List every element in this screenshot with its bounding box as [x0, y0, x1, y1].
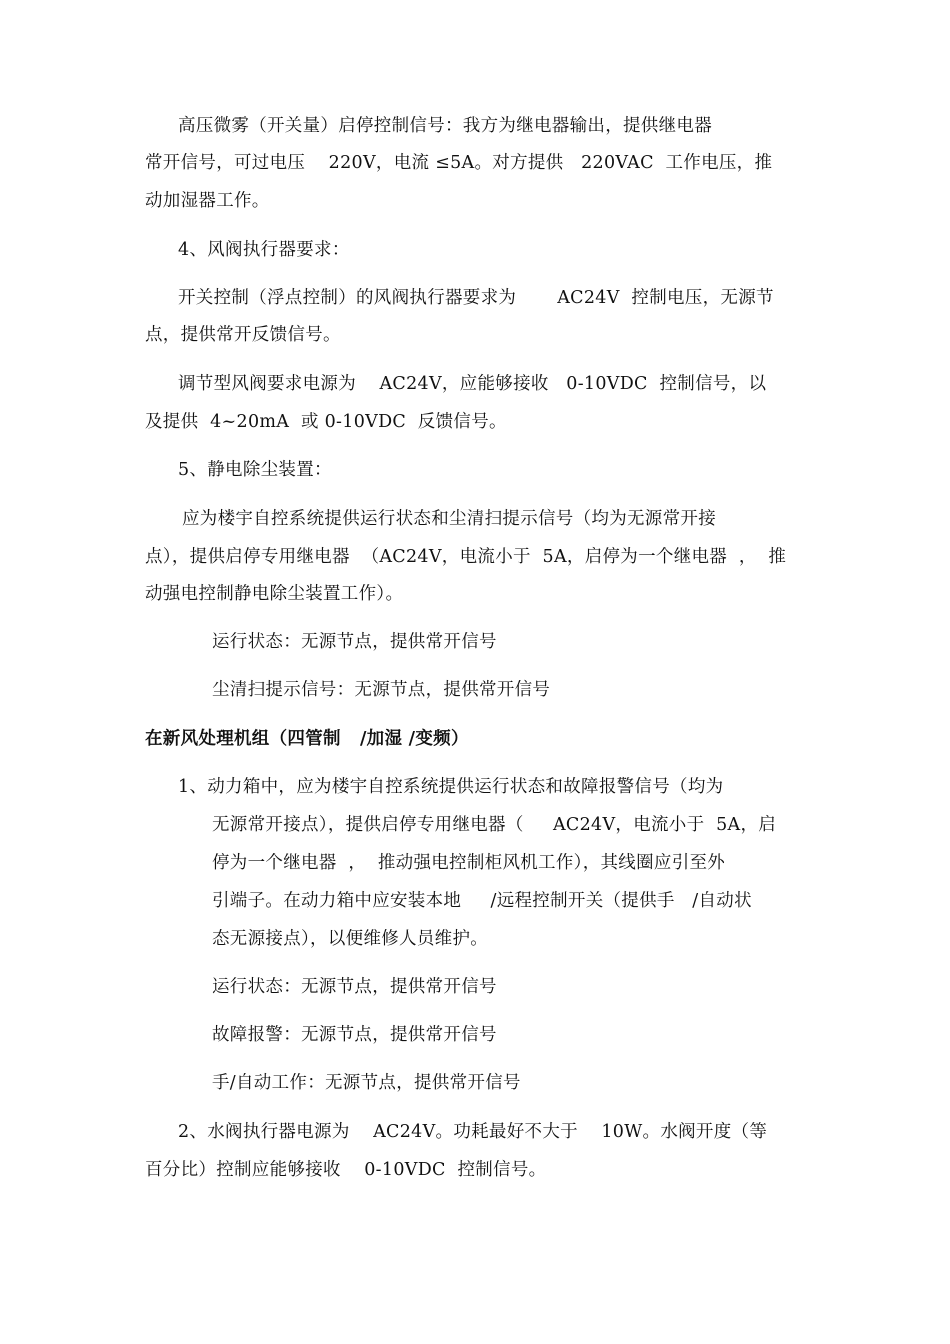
paragraph-micro-mist-line-3: 动加湿器工作。 [145, 191, 270, 211]
paragraph-electrostatic-line-1: 应为楼宇自控系统提供运行状态和尘清扫提示信号（均为无源常开接 [182, 509, 716, 529]
paragraph-power-box-line-1: 1、动力箱中，应为楼宇自控系统提供运行状态和故障报警信号（均为 [178, 777, 724, 797]
paragraph-power-box-line-4: 引端子。在动力箱中应安装本地 /远程控制开关（提供手 /自动状 [212, 891, 752, 911]
paragraph-onoff-damper-line-1: 开关控制（浮点控制）的风阀执行器要求为 AC24V 控制电压，无源节 [178, 288, 774, 308]
section-heading-electrostatic-dust: 5、静电除尘装置： [178, 460, 332, 480]
section-heading-fresh-air-unit: 在新风处理机组（四管制 /加湿 /变频） [145, 729, 469, 749]
paragraph-electrostatic-line-2: 点），提供启停专用继电器 （AC24V，电流小于 5A，启停为一个继电器 ， 推 [145, 547, 787, 567]
paragraph-micro-mist-line-2: 常开信号，可过电压 220V，电流 ≤5A。对方提供 220VAC 工作电压，推 [145, 153, 773, 173]
paragraph-water-valve-line-1: 2、水阀执行器电源为 AC24V。功耗最好不大于 10W。水阀开度（等 [178, 1122, 768, 1142]
list-item-run-status: 运行状态：无源节点，提供常开信号 [212, 632, 497, 652]
paragraph-micro-mist-line-1: 高压微雾（开关量）启停控制信号：我方为继电器输出，提供继电器 [178, 116, 712, 136]
paragraph-power-box-line-5: 态无源接点），以便维修人员维护。 [212, 929, 489, 949]
paragraph-onoff-damper-line-2: 点，提供常开反馈信号。 [145, 325, 341, 345]
list-item-dust-clean-signal: 尘清扫提示信号：无源节点，提供常开信号 [212, 680, 551, 700]
paragraph-water-valve-line-2: 百分比）控制应能够接收 0-10VDC 控制信号。 [145, 1160, 547, 1180]
list-item-fault-alarm: 故障报警：无源节点，提供常开信号 [212, 1025, 497, 1045]
list-item-run-status-2: 运行状态：无源节点，提供常开信号 [212, 977, 497, 997]
paragraph-electrostatic-line-3: 动强电控制静电除尘装置工作）。 [145, 584, 404, 604]
paragraph-power-box-line-2: 无源常开接点），提供启停专用继电器（ AC24V，电流小于 5A，启 [212, 815, 777, 835]
paragraph-modulating-damper-line-1: 调节型风阀要求电源为 AC24V，应能够接收 0-10VDC 控制信号，以 [178, 374, 767, 394]
paragraph-modulating-damper-line-2: 及提供 4~20mA 或 0-10VDC 反馈信号。 [145, 412, 507, 432]
list-item-hand-auto: 手/自动工作：无源节点，提供常开信号 [212, 1073, 521, 1093]
paragraph-power-box-line-3: 停为一个继电器 ， 推动强电控制柜风机工作），其线圈应引至外 [212, 853, 726, 873]
section-heading-damper-actuator: 4、风阀执行器要求： [178, 240, 350, 260]
